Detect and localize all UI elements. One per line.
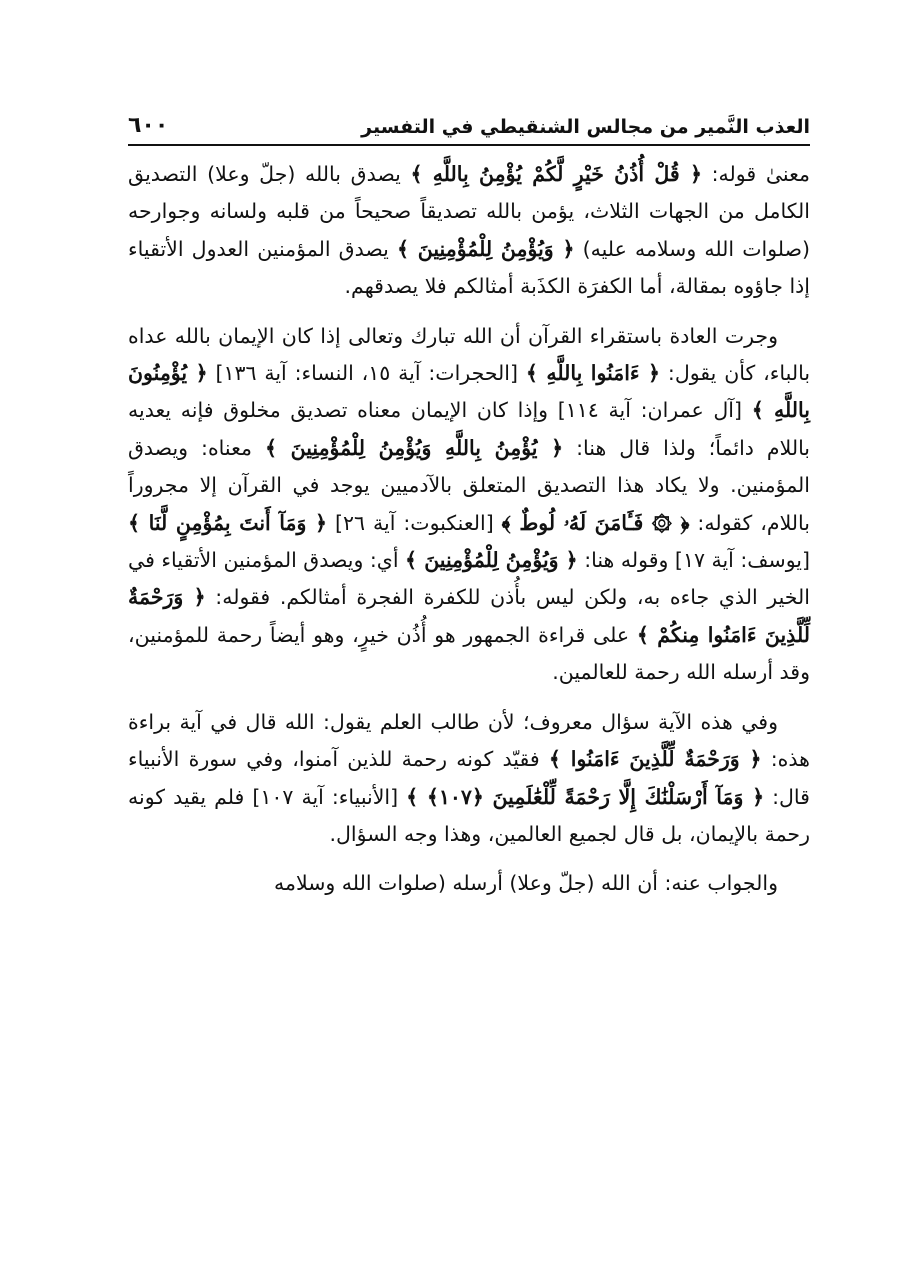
text-segment: والجواب عنه: أن الله (جلّ وعلا) أرسله (صلوات الله وسلامه (274, 871, 778, 896)
quran-verse: ﴿ وَرَحْمَةٌ لِّلَّذِينَ ءَامَنُوا ﴾ (548, 747, 762, 772)
text-segment: [يوسف: آية ١٧] وقوله هنا: (577, 548, 810, 573)
paragraph-1 (128, 156, 810, 306)
text-segment: أي: ويصدق المؤمنين الأتقياء في الخير الذي جاءه به، ولكن ليس بأُذن للكفرة الفجرة أمثالكم. فقوله: (128, 548, 810, 610)
book-title: العذب النَّمير من مجالس الشنقيطي في التفسير (361, 116, 810, 138)
citation: [العنكبوت: آية ٢٦] (327, 510, 502, 535)
text-segment: [آل عمران: آية ١١٤] وإذا كان الإيمان معناه تصديق مخلوق فإنه يعديه باللام دائماً؛ ولذا قال هنا: (128, 398, 811, 460)
paragraph-2 (128, 318, 810, 692)
paragraph-3 (128, 704, 810, 854)
quran-verse: ﴿ وَيُؤْمِنُ لِلْمُؤْمِنِينَ ﴾ (405, 548, 578, 573)
quran-verse: ﴿ وَيُؤْمِنُ لِلْمُؤْمِنِينَ ﴾ (396, 236, 575, 261)
paragraph-4 (128, 865, 810, 902)
text-segment: معناه: ويصدق المؤمنين. ولا يكاد هذا التصديق المتعلق بالآدميين يوجد في القرآن إلا مجروراً باللام، كقوله: (128, 435, 811, 535)
page-body (128, 156, 810, 903)
quran-verse: ﴿ ۞ فَـَٔامَنَ لَهُۥ لُوطٌ ﴾ (501, 510, 690, 535)
text-segment: فقيّد كونه رحمة للذين آمنوا، وفي سورة الأنبياء قال: (128, 747, 810, 809)
quran-verse: ﴿ يُؤْمِنُونَ بِاللَّهِ ﴾ (128, 361, 811, 423)
quran-verse: ﴿ وَرَحْمَةٌ لِّلَّذِينَ ءَامَنُوا مِنكُمْ ﴾ (128, 585, 810, 647)
quran-verse: ﴿ وَمَآ أَنتَ بِمُؤْمِنٍ لَّنَا ﴾ (128, 510, 328, 535)
text-segment: وفي هذه الآية سؤال معروف؛ لأن طالب العلم يقول: الله قال في آية براءة هذه: (128, 709, 810, 772)
book-page (128, 108, 810, 915)
text-segment: يصدق المؤمنين العدول الأتقياء إذا جاؤوه بمقالة، أما الكفرَة الكذَبة أمثالكم فلا يصدقهم. (128, 236, 810, 299)
text-segment: وجرت العادة باستقراء القرآن أن الله تبارك وتعالى إذا كان الإيمان بالله عداه بالباء، كأن يقول: (128, 323, 811, 386)
quran-verse: ﴿ ءَامَنُوا بِاللَّهِ ﴾ (525, 361, 661, 386)
text-segment: يصدق بالله (جلّ وعلا) التصديق الكامل من الجهات الثلاث، يؤمن بالله تصديقاً صحيحاً من قلبه ولسانه وجوارحه (صلوات الله وسلامه عليه) (128, 162, 810, 261)
running-header (128, 108, 810, 146)
text-segment: [الأنبياء: آية ١٠٧] فلم يقيد كونه رحمة بالإيمان، بل قال لجميع العالمين، وهذا وجه السؤال. (128, 784, 810, 846)
text-segment: على قراءة الجمهور هو أُذُن خيرٍ، وهو أيضاً رحمة للمؤمنين، وقد أرسله الله رحمة للعالمين. (128, 622, 810, 685)
citation: [الحجرات: آية ١٥، النساء: آية ١٣٦] (207, 361, 526, 386)
text-segment: معنىٰ قوله: (701, 162, 810, 186)
quran-verse: ﴿ يُؤْمِنُ بِاللَّهِ وَيُؤْمِنُ لِلْمُؤْمِنِينَ ﴾ (264, 435, 564, 460)
quran-verse: ﴿ وَمَآ أَرْسَلْنَٰكَ إِلَّا رَحْمَةً لِّلْعَٰلَمِينَ ﴿١٠٧﴾ ﴾ (406, 784, 765, 809)
page-number: ٦٠٠ (128, 113, 169, 138)
quran-verse: ﴿ قُلْ أُذُنُ خَيْرٍ لَّكُمْ يُؤْمِنُ بِاللَّهِ ﴾ (410, 162, 702, 186)
